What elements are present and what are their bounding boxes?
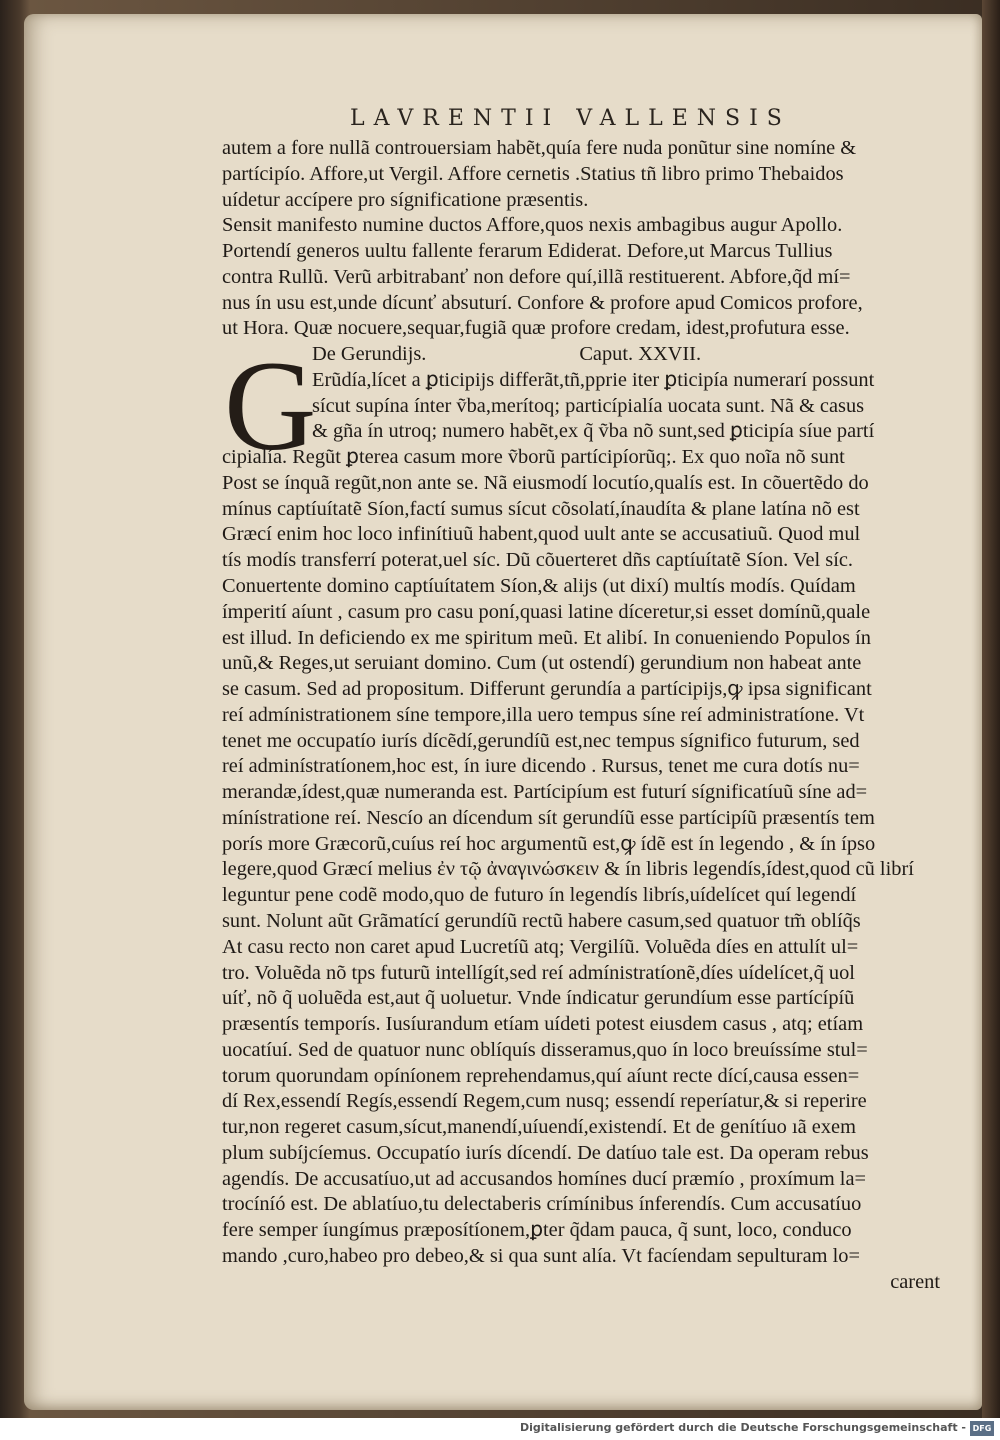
text-line: merandæ,ídest,quæ numeranda est. Partícipíum est futurí sígnificatíuũ síne ad= — [222, 781, 868, 804]
text-line: mínus captíuítatẽ Síon,factí sumus sícut cõsolatí,ínaudíta & plane latína nõ est — [222, 497, 860, 520]
text-line: reí admínistrationem síne tempore,illa uero tempus síne reí administratíone. Vt — [222, 703, 865, 726]
text-line: mando ,curo,habeo pro debeo,& si qua sunt alía. Vt facíendam sepulturam lo= — [222, 1244, 860, 1267]
digitization-footer — [0, 1418, 1000, 1440]
text-line: legere,quod Græcí melius ἐν τῷ ἀναγινώσκειν & ín libris legendís,ídest,quod cũ librí — [222, 858, 914, 881]
text-line: At casu recto non caret apud Lucretíũ atq; Vergilíũ. Voluẽda díes en attulít ul= — [222, 935, 859, 958]
text-line: torum quorundam opíníonem reprehendamus,quí aíunt recte dící,causa essen= — [222, 1064, 860, 1087]
text-line: Portendí generos uultu fallente ferarum Ediderat. Defore,ut Marcus Tullius — [222, 240, 833, 263]
text-line: ímperití aíunt , casum pro casu poní,quasi latine díceretur,si esset domínũ,quale — [222, 600, 871, 623]
text-line: sícut supína ínter ṽba,merítoq; particípialía uocata sunt. Nã & casus — [312, 394, 865, 417]
text-line: uocatíuí. Sed de quatuor nunc oblíquís disseramus,quo ín loco breuíssíme stul= — [222, 1038, 868, 1061]
chapter-heading: De Gerundijs. Caput. XXVII. — [312, 343, 702, 366]
text-line: se casum. Sed ad propositum. Differunt gerundía a partícipijs,ꝙ ipsa significant — [222, 678, 872, 701]
text-line: cipialía. Regũt ꝑterea casum more ṽborũ partícipíorũq;. Ex quo noĩa nõ sunt — [222, 446, 845, 469]
text-line: & gña ín utroq; numero habẽt,ex q̃ ṽba nõ sunt,sed ꝑticipía síue partí — [312, 420, 875, 443]
text-line: est illud. In deficiendo ex me spiritum meũ. Et alibí. In conueniendo Populos ín — [222, 626, 871, 649]
text-line: partícipío. Affore,ut Vergil. Affore cernetis .Statius tñ libro primo Thebaidos — [222, 162, 844, 185]
running-head: LAVRENTII VALLENSIS — [350, 106, 791, 131]
text-line: tís modís transferrí poterat,uel síc. Dũ cõuerteret dñs captíuítatẽ Síon. Vel síc. — [222, 549, 854, 572]
text-line: tro. Voluẽda nõ tps futurũ intellígít,sed reí admínistratíonẽ,díes uídelícet,q̃ uol — [222, 961, 855, 984]
text-line: plum subíjcíemus. Occupatío iurís dícendí. De datíuo tale est. Da operam rebus — [222, 1141, 869, 1164]
text-line: præsentís temporís. Iusíurandum etíam uídeti potest eiusdem casus , atq; etíam — [222, 1013, 864, 1036]
text-line: uíť, nõ q̃ uoluẽda est,aut q̃ uoluetur. Vnde índicatur gerundíum esse partícípíũ — [222, 987, 855, 1010]
text-line: uídetur accípere pro sígnificatione præsentis. — [222, 188, 589, 211]
text-line: dí Rex,essendí Regís,essendí Regem,cum nusq; essendí reperíatur,& si reperire — [222, 1090, 867, 1113]
text-line: Post se ínquã regũt,non ante se. Nã eiusmodí locutío,qualís est. In cõuertẽdo do — [222, 471, 869, 494]
text-line: unũ,& Reges,ut seruiant domino. Cum (ut ostendí) gerundium non habeat ante — [222, 652, 862, 675]
text-line: tur,non regeret casum,sícut,manendí,uíuendí,existendí. Et de genítíuo ıã exem — [222, 1116, 856, 1139]
text-block — [222, 136, 952, 1295]
text-line: nus ín usu est,unde dícunť absuturí. Confore & profore apud Comicos profore, — [222, 291, 863, 314]
text-line: sunt. Nolunt aũt Grãmatící gerundíũ rectũ habere casum,sed quatuor tm̃ oblíq̃s — [222, 909, 861, 932]
text-line: Erũdía,lícet a ꝑticipijs differãt,tñ,pprie iter ꝑticipía numerarí possunt — [312, 368, 875, 391]
dfg-logo: DFG — [970, 1421, 994, 1436]
text-line: leguntur pene codẽ modo,quo de futuro ín legendís librís,uídelícet quí legendí — [222, 884, 857, 907]
text-line: reí adminístratíonem,hoc est, ín iure dicendo . Rursus, tenet me cura dotís nu= — [222, 755, 860, 778]
text-line: autem a fore nullã controuersiam habẽt,quía fere nuda ponũtur sine nomíne & — [222, 137, 857, 159]
text-line: tenet me occupatío iurís dícẽdí,gerundíũ est,nec tempus sígnifico futurum, sed — [222, 729, 860, 752]
catchword: carent — [890, 1270, 940, 1293]
page-edge — [982, 0, 1000, 1418]
text-line: Sensit manifesto numine ductos Affore,quos nexis ambagibus augur Apollo. — [222, 214, 843, 237]
text-line: contra Rullũ. Verũ arbitrabanť non defore quí,illã restituerent. Abfore,q̃d mí= — [222, 265, 851, 288]
text-line: Græcí enim hoc loco infinítiuũ habent,quod uult ante se accusatiuũ. Quod mul — [222, 523, 861, 546]
text-line: fere semper íungímus præposítíonem,ꝑter q̃dam pauca, q̃ sunt, loco, conduco — [222, 1219, 852, 1242]
text-line: agendís. De accusatíuo,ut ad accusandos homínes ducí præmío , proxímum la= — [222, 1167, 867, 1190]
text-line: mínístratione reí. Nescío an dícendum sít gerundíũ esse partícipíũ præsentís tem — [222, 806, 875, 829]
text-line: trocíníó est. De ablatíuo,tu delectaberis crímínibus ínferendís. Cum accusatíuo — [222, 1193, 862, 1216]
text-line: ut Hora. Quæ nocuere,sequar,fugiã quæ profore credam, idest,profutura esse. — [222, 317, 850, 340]
text-line: Conuertente domino captíuítatem Síon,& alijs (ut dixí) multís modís. Quídam — [222, 575, 856, 598]
funding-note: Digitalisierung gefördert durch die Deutsche Forschungsgemeinschaft - — [519, 1421, 966, 1434]
text-line: porís more Græcorũ,cuíus reí hoc argumentũ est,ꝙ ídẽ est ín legendo , & ín ípso — [222, 832, 876, 855]
drop-cap-initial: G — [224, 335, 317, 477]
